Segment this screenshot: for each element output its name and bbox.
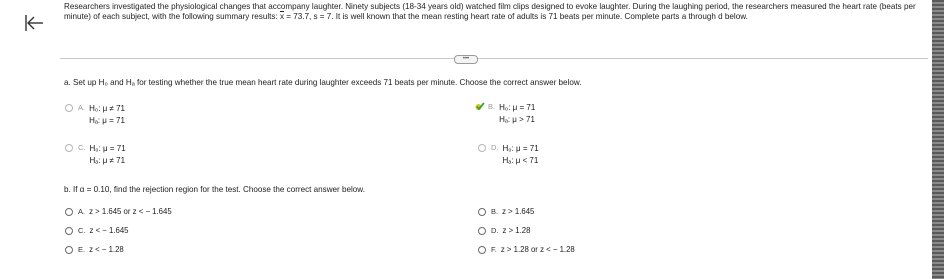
window-edge [932, 0, 944, 279]
option-letter: C. [78, 226, 86, 235]
problem-statement [64, 2, 926, 21]
intro-text: Researchers investigated the physiological changes that accompany laughter. Ninety subjects (18-34 years old) watched film clips designed to evoke laughter. During the laughing period, the researchers measured the heart rate (beats per minute) of each subject, with the following summary results: [64, 2, 916, 21]
option-value: z < − 1.28 [89, 245, 124, 254]
part-b-option-f[interactable] [478, 245, 575, 254]
alternative-hypothesis: Hₐ: μ > 71 [499, 115, 535, 124]
xbar-symbol: $\overline{x}$ [279, 11, 284, 21]
alternative-hypothesis: Hₐ: μ ≠ 71 [89, 156, 126, 165]
back-arrow-button[interactable] [22, 12, 46, 34]
radio-button[interactable] [65, 208, 73, 216]
option-value: z > 1.28 or z < − 1.28 [500, 245, 575, 254]
part-a-option-c[interactable] [65, 143, 126, 167]
radio-button[interactable] [478, 144, 486, 152]
null-hypothesis: H₀: μ ≠ 71 [89, 104, 125, 113]
part-b-option-c[interactable] [65, 226, 129, 235]
alternative-hypothesis: Hₐ: μ < 71 [502, 156, 539, 165]
option-letter: A. [78, 207, 86, 216]
part-b-question: b. If α = 0.10, find the rejection region for the test. Choose the correct answer below. [64, 185, 365, 194]
radio-button[interactable] [478, 227, 486, 235]
option-letter: E. [78, 245, 86, 254]
radio-button[interactable] [65, 227, 73, 235]
part-a-option-a[interactable] [65, 103, 125, 127]
option-letter: D. [491, 226, 499, 235]
option-value: z > 1.645 [502, 207, 535, 216]
part-a-option-b[interactable] [475, 102, 535, 126]
option-letter: C. [78, 143, 86, 152]
radio-button[interactable] [65, 144, 73, 152]
part-a-option-d[interactable] [478, 143, 539, 167]
option-value: z > 1.28 [502, 226, 531, 235]
section-divider [60, 58, 928, 59]
part-b-option-b[interactable] [478, 207, 534, 216]
null-hypothesis: H₀: μ = 71 [89, 144, 126, 153]
correct-check-icon [475, 102, 485, 111]
radio-button[interactable] [65, 104, 73, 112]
part-b-option-d[interactable] [478, 226, 530, 235]
option-letter: F. [491, 245, 497, 254]
option-letter: A. [78, 103, 86, 112]
back-arrow-icon [22, 12, 46, 34]
part-b-option-e[interactable] [65, 245, 124, 254]
radio-button[interactable] [65, 246, 73, 254]
part-a-question: a. Set up H₀ and Hₐ for testing whether the true mean heart rate during laughter exceeds 71 beats per minute. Choose the correct answer below. [64, 78, 582, 87]
radio-button[interactable] [478, 208, 486, 216]
option-value: z > 1.645 or z < − 1.645 [89, 207, 172, 216]
option-letter: D. [491, 143, 499, 152]
null-hypothesis: H₀: μ = 71 [499, 103, 536, 112]
option-letter: B. [491, 207, 499, 216]
radio-button[interactable] [478, 246, 486, 254]
option-letter: B. [488, 102, 496, 111]
intro-stats: = 73.7, s = 7. It is well known that the mean resting heart rate of adults is 71 beats per minute. Complete parts a through d below. [283, 11, 748, 21]
expand-more-button[interactable]: ••• [454, 55, 478, 64]
part-b-option-a[interactable] [65, 207, 172, 216]
null-hypothesis: H₀: μ = 71 [502, 144, 539, 153]
alternative-hypothesis: Hₐ: μ = 71 [89, 116, 125, 125]
option-value: z < − 1.645 [89, 226, 129, 235]
